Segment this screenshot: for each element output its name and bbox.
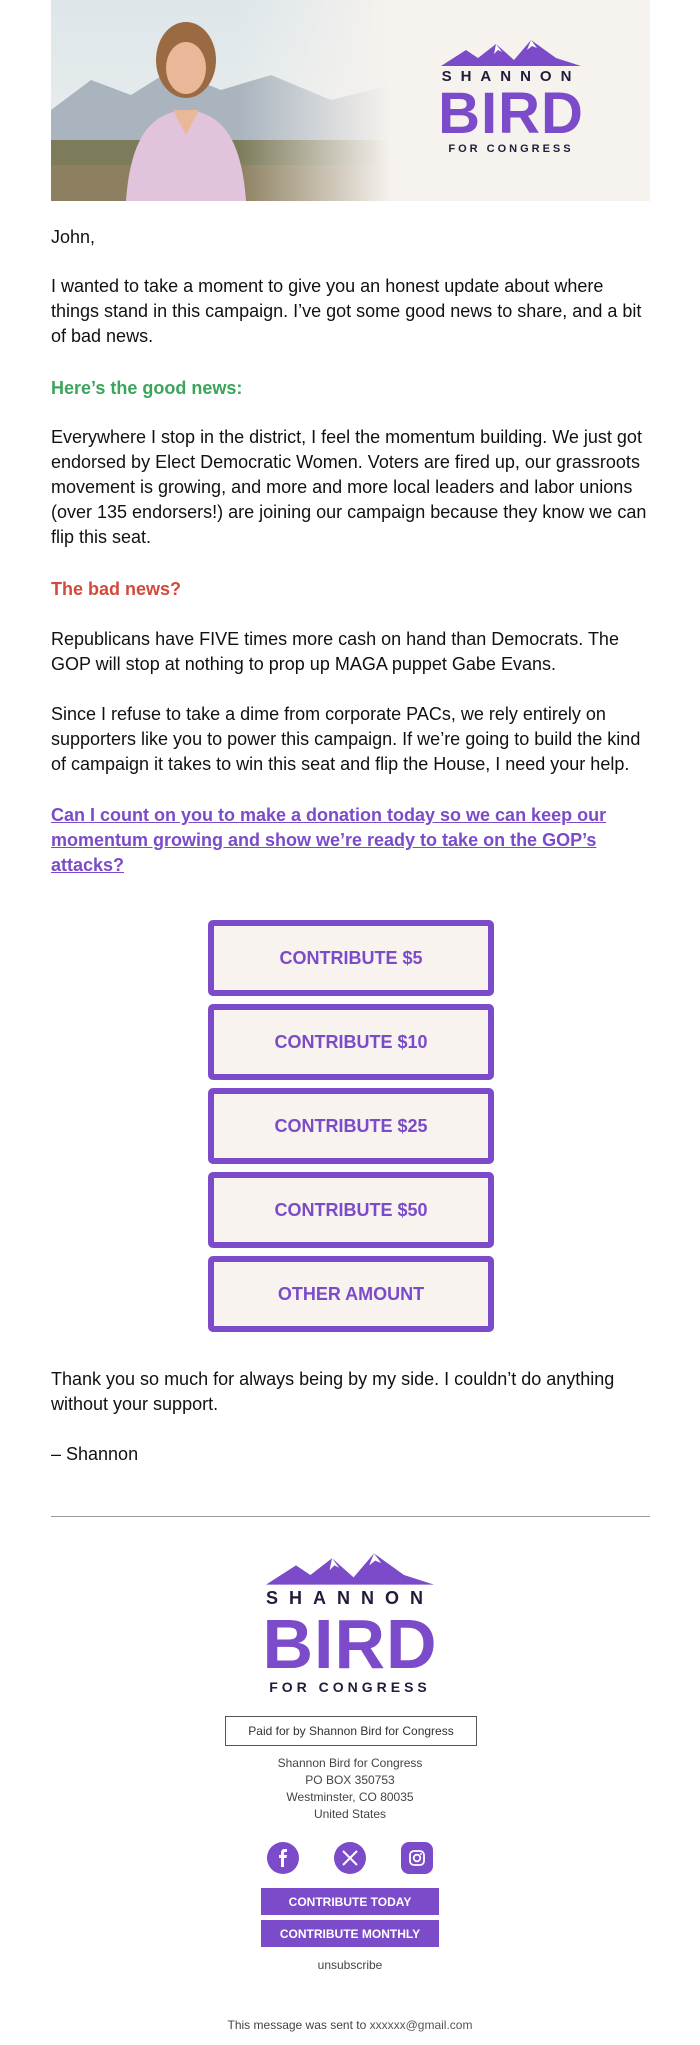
logo-first-name: SHANNON bbox=[441, 68, 581, 85]
donation-ask-link[interactable]: Can I count on you to make a donation today so we can keep our momentum growing and show we’re ready to take on the GOP’s attacks? bbox=[51, 805, 607, 875]
contribute-5-button[interactable]: CONTRIBUTE $5 bbox=[208, 920, 494, 996]
header-banner bbox=[51, 0, 650, 201]
banner-logo bbox=[426, 38, 596, 158]
x-icon[interactable] bbox=[334, 1842, 366, 1874]
unsubscribe-link[interactable]: unsubscribe bbox=[317, 1958, 383, 1972]
intro-paragraph: I wanted to take a moment to give you an honest update about where things stand in this campaign. I’ve got some good news to share, and a bit of bad news. bbox=[51, 276, 642, 346]
address-line-4: United States bbox=[313, 1807, 387, 1821]
paid-for-disclaimer: Paid for by Shannon Bird for Congress bbox=[225, 1716, 477, 1746]
facebook-icon[interactable] bbox=[267, 1842, 299, 1874]
logo-last-name: BIRD bbox=[438, 81, 584, 146]
footer-logo bbox=[245, 1550, 455, 1700]
contribute-25-button[interactable]: CONTRIBUTE $25 bbox=[208, 1088, 494, 1164]
contribute-monthly-button[interactable]: CONTRIBUTE MONTHLY bbox=[261, 1920, 439, 1947]
good-news-paragraph: Everywhere I stop in the district, I feel the momentum building. We just got endorsed by Elect Democratic Women. Voters are fired up, our grassroots movement is growing, and more and more local leaders and labor unions (over 135 endorsers!) are joining our campaign because they know we can flip this seat. bbox=[51, 427, 647, 547]
address-line-1: Shannon Bird for Congress bbox=[277, 1756, 423, 1770]
logo-tagline: FOR CONGRESS bbox=[448, 143, 574, 155]
address-line-3: Westminster, CO 80035 bbox=[286, 1790, 414, 1804]
contribute-10-button[interactable]: CONTRIBUTE $10 bbox=[208, 1004, 494, 1080]
address-line-2: PO BOX 350753 bbox=[305, 1773, 395, 1787]
good-news-heading: Here’s the good news: bbox=[51, 378, 243, 398]
other-amount-button[interactable]: OTHER AMOUNT bbox=[208, 1256, 494, 1332]
bad-news-heading: The bad news? bbox=[51, 579, 182, 599]
footer-mountain-icon bbox=[260, 1550, 440, 1588]
greeting: John, bbox=[51, 227, 96, 247]
thanks-paragraph: Thank you so much for always being by my side. I couldn’t do anything without your support. bbox=[51, 1369, 615, 1414]
footer-logo-tagline: FOR CONGRESS bbox=[269, 1679, 431, 1695]
footer-logo-last-name: BIRD bbox=[262, 1605, 438, 1683]
footer-divider bbox=[51, 1516, 650, 1517]
footer-logo-first-name: SHANNON bbox=[265, 1588, 434, 1608]
mountain-icon bbox=[436, 38, 586, 68]
candidate-photo bbox=[51, 0, 391, 201]
sent-to-prefix: This message was sent to bbox=[227, 2018, 367, 2032]
contribute-50-button[interactable]: CONTRIBUTE $50 bbox=[208, 1172, 494, 1248]
contribute-today-button[interactable]: CONTRIBUTE TODAY bbox=[261, 1888, 439, 1915]
instagram-icon[interactable] bbox=[401, 1842, 433, 1874]
pac-paragraph: Since I refuse to take a dime from corporate PACs, we rely entirely on supporters like you to power this campaign. If we’re going to build the kind of campaign it takes to win this seat and flip the House, I need your help. bbox=[51, 704, 641, 774]
sent-to-email: xxxxxx@gmail.com bbox=[369, 2018, 473, 2032]
signoff: – Shannon bbox=[51, 1444, 139, 1464]
sent-to-line bbox=[0, 2018, 700, 2032]
bad-news-paragraph: Republicans have FIVE times more cash on hand than Democrats. The GOP will stop at nothing to prop up MAGA puppet Gabe Evans. bbox=[51, 629, 619, 674]
